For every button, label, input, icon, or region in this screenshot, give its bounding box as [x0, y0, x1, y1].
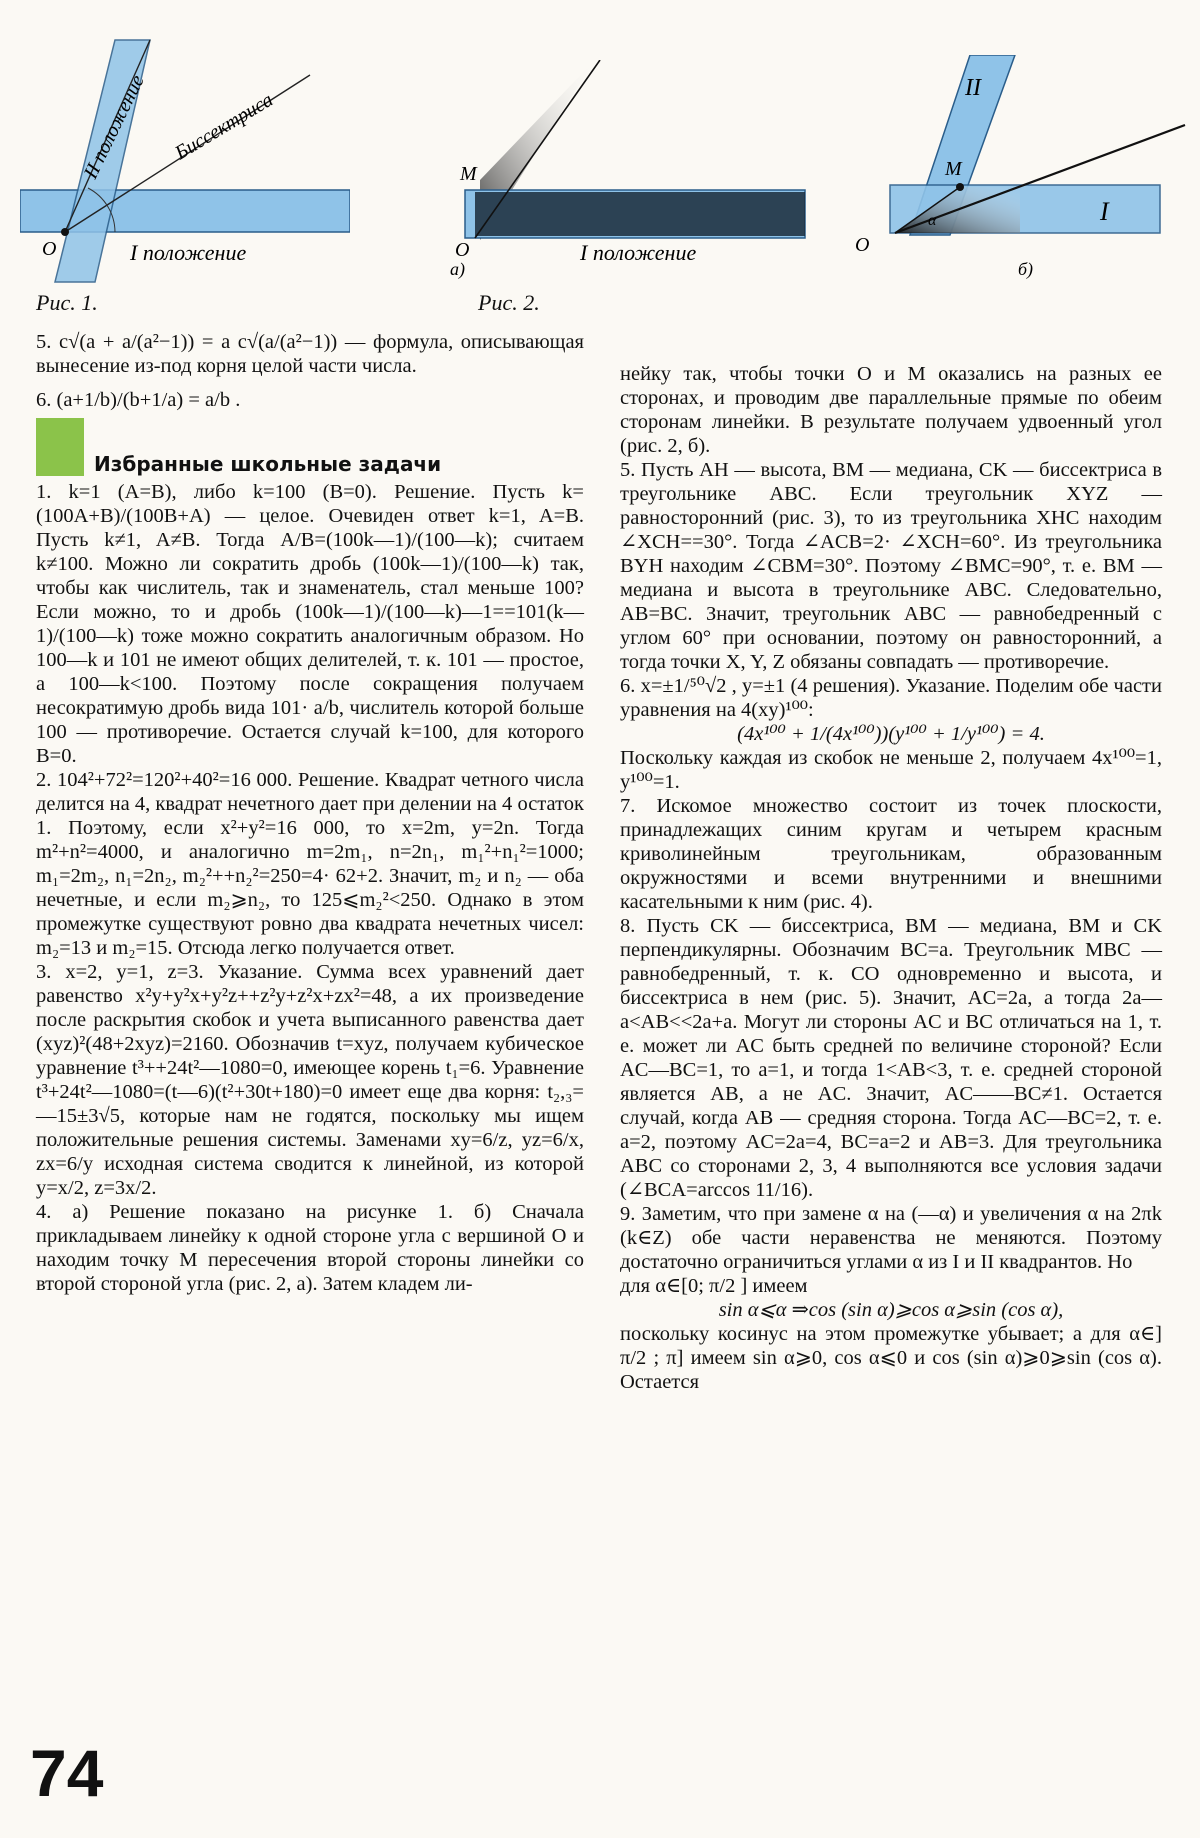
school-answer-3: 3. x=2, y=1, z=3. Указание. Сумма всех уравнений дает равенство x²y+y²x+y²z++z²y+z²x+zx²=48, а их произведение после раскрытия скобок и учета выписанного равенства дает (xyz)²(48+2xyz)=2160. Обозначив t=xyz, получаем кубическое уравнение t³++24t²—1080=0, имеющее корень t₁=6. Уравнение t³+24t²—1080=(t—6)(t²+30t+180)=0 имеет еще два корня: t₂,₃=—15±3√5, которые нам не годятся, поскольку мы ищем положительные решения системы. Заменами xy=6/z, yz=6/x, zx=6/y исходная система сводится к линейной, из которой y=x/2, z=3x/2.	[36, 961, 584, 1199]
answer-5: 5. c√(a + a/(a²−1)) = a c√(a/(a²−1)) — формула, описывающая вынесение из-под корня целой части числа.	[36, 331, 584, 377]
section-marker	[36, 418, 84, 476]
formula-9: sin α⩽α ⇒cos (sin α)⩾cos α⩾sin (cos α),	[718, 1299, 1064, 1321]
label-II: II	[965, 75, 981, 101]
school-answer-6: 6. x=±1/⁵⁰√2 , y=±1 (4 решения). Указание. Поделим обе части уравнения на 4(xy)¹⁰⁰:	[620, 675, 1162, 721]
right-column	[620, 362, 1162, 1394]
figure-2a	[450, 60, 810, 290]
school-answer-8: 8. Пусть CK — биссектриса, BM — медиана, BM и CK перпендикулярны. Обозначим BC=a. Треугольник MBC — равнобедренный, т. к. CO одновременно и высота, и биссектриса в нем (рис. 5). Значит, AC=2a, а тогда 2a—a<AB<<2a+a. Могут ли стороны AC и BC отличаться на 1, т. е. может ли AC быть средней по величине стороной? Если AC—BC=1, то a=1, и тогда 1<AB<3, т. е. средней стороной является AB, а не AC. Значит, AC——BC≠1. Остается случай, когда AB — средняя сторона. Тогда AC—BC=2, т. е. a=2, поэтому AC=2a=4, BC=a=2 и AB=3. Для треугольника ABC со сторонами 2, 3, 4 выполняются все условия задачи (∠BCA=arccos 11/16).	[620, 915, 1162, 1201]
school-answer-6-end: Поскольку каждая из скобок не меньше 2, получаем 4x¹⁰⁰=1, y¹⁰⁰=1.	[620, 747, 1162, 793]
school-answer-5: 5. Пусть AH — высота, BM — медиана, CK — биссектриса в треугольнике ABC. Если треугольник XYZ — равносторонний (рис. 3), то из треугольника XHC находим ∠XCH==30°. Тогда ∠ACB=2· ∠XCH=60°. Из треугольника BYH находим ∠CBM=30°. Поэтому ∠BMC=90°, т. е. BM — медиана и высота в треугольнике ABC. Следовательно, AB=BC. Значит, треугольник ABC — равнобедренный с углом 60° при основании, поэтому он равносторонний, а тогда точки X, Y, Z обязаны совпадать — противоречие.	[620, 459, 1162, 673]
answer-6: 6. (a+1/b)/(b+1/a) = a/b .	[36, 389, 241, 411]
label-b: б)	[1018, 259, 1034, 279]
formula-6: (4x¹⁰⁰ + 1/(4x¹⁰⁰))(y¹⁰⁰ + 1/y¹⁰⁰) = 4.	[737, 723, 1045, 745]
figure-2-caption: Рис. 2.	[478, 290, 540, 315]
school-answer-9: 9. Заметим, что при замене α на (—α) и увеличения α на 2πk (k∈Z) обе части неравенства не меняются. Поэтому достаточно ограничиться углами α из I и II квадрантов. Но	[620, 1203, 1162, 1273]
left-column	[36, 330, 584, 1296]
label-position-1: I положение	[130, 240, 247, 265]
school-answer-9-end: поскольку косинус на этом промежутке убывает; а для α∈] π/2 ; π] имеем sin α⩾0, cos α⩽0 и cos (sin α)⩾0⩾sin (cos α). Остается	[620, 1323, 1162, 1393]
section-heading	[36, 418, 584, 476]
school-answer-2: 2. 104²+72²=120²+40²=16 000. Решение. Квадрат четного числа делится на 4, квадрат нечетного дает при делении на 4 остаток 1. Поэтому, если x²+y²=16 000, то x=2m, y=2n. Тогда m²+n²=4000, и аналогично m=2m₁, n=2n₁, m₁²+n₁²=1000; m₁=2m₂, n₁=2n₂, m₂²++n₂²=250=4· 62+2. Значит, m₂ и n₂ — оба нечетные, и если m₂⩾n₂, то 125⩽m₂²<250. Однако в этом промежутке существуют ровно два квадрата нечетных чисел: m₂=13 и m₂=15. Отсюда легко получается ответ.	[36, 769, 584, 959]
point-M-b	[956, 183, 964, 191]
label-M-b: M	[945, 158, 962, 180]
vertex-point	[61, 228, 69, 236]
figure-2b	[850, 55, 1190, 285]
label-a: а)	[450, 259, 465, 279]
label-O-b: O	[855, 234, 870, 256]
section-title: Избранные школьные задачи	[94, 452, 442, 476]
label-M-a: M	[460, 163, 477, 185]
label-bisector: Биссектриса	[171, 88, 277, 165]
label-alpha: α	[928, 212, 937, 229]
school-answer-7: 7. Искомое множество состоит из точек плоскости, принадлежащих синим кругам и четырем красным криволинейным треугольникам, образованным окружностями и всеми внутренними и внешними касательными к ним (рис. 4).	[620, 795, 1162, 913]
label-position-2: II положение	[79, 71, 149, 183]
school-answer-9-range: для α∈[0; π/2 ] имеем	[620, 1275, 808, 1297]
figure-1-caption: Рис. 1.	[36, 290, 98, 315]
label-I: I	[1100, 197, 1109, 226]
page-number: 74	[30, 1736, 104, 1810]
answer-4-continued: нейку так, чтобы точки O и M оказались на разных ее сторонах, и проводим две параллельные прямые по обеим сторонам линейки. В результате получаем удвоенный угол (рис. 2, б).	[620, 363, 1162, 457]
dark-region-a	[475, 192, 805, 236]
school-answer-4: 4. а) Решение показано на рисунке 1. б) Сначала прикладываем линейку к одной стороне угла с вершиной O и находим точку M пересечения второй стороны линейки со второй стороной угла (рис. 2, а). Затем кладем ли-	[36, 1201, 584, 1295]
school-answer-1: 1. k=1 (A=B), либо k=100 (B=0). Решение. Пусть k=(100A+B)/(100B+A) — целое. Очевиден ответ k=1, A=B. Пусть k≠1, A≠B. Тогда A/B=(100k—1)/(100—k); считаем k≠100. Можно ли сократить дробь (100k—1)/(100—k) так, чтобы как числитель, так и знаменатель, стал меньше 100? Если можно, то и дробь (100k—1)/(100—k)—1==101(k—1)/(100—k) тоже можно сократить аналогичным образом. Но 100—k и 101 не имеют общих делителей, т. к. 101 — простое, а 100—k<100. Поэтому после сокращения получаем несократимую дробь вида 101· a/b, числитель которой больше 100 — противоречие. Остается случай k=100, для которого B=0.	[36, 481, 584, 767]
label-position-1-a: I положение	[580, 240, 697, 265]
label-O: O	[42, 238, 57, 260]
figure-1	[20, 20, 350, 290]
label-O-a: O	[455, 239, 470, 261]
